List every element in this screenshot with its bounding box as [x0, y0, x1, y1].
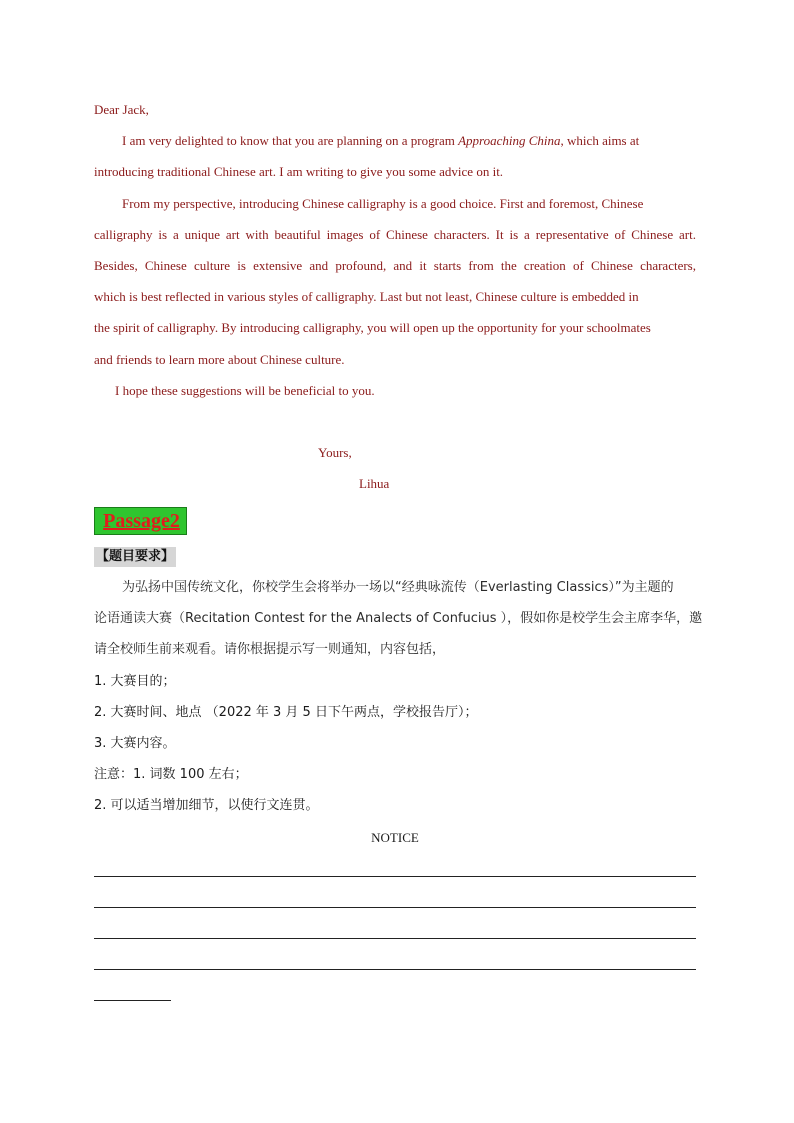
requirements-label: 【题目要求】 — [94, 547, 176, 567]
passage-badge — [94, 507, 187, 535]
letter-paragraph-2-line-1: From my perspective, introducing Chinese calligraphy is a good choice. First and foremost, Chinese — [122, 196, 644, 211]
answer-line-3 — [94, 938, 696, 939]
letter-paragraph-2-line-5: the spirit of calligraphy. By introducing calligraphy, you will open up the opportunity for your schoolmates — [94, 320, 651, 335]
task-intro-line-2: 论语通读大赛（Recitation Contest for the Analects of Confucius ），假如你是校学生会主席李华，邀 — [94, 611, 703, 626]
letter-paragraph-3: I hope these suggestions will be beneficial to you. — [115, 383, 375, 398]
task-item-2: 2. 大赛时间、地点 （2022 年 3 月 5 日下午两点，学校报告厅）； — [94, 705, 478, 720]
letter-greeting: Dear Jack, — [94, 102, 149, 117]
letter-paragraph-1-line-2: introducing traditional Chinese art. I am writing to give you some advice on it. — [94, 164, 504, 179]
answer-line-4 — [94, 969, 696, 970]
task-note-2: 2. 可以适当增加细节，以使行文连贯。 — [94, 798, 319, 813]
task-note-1: 注意：1. 词数 100 左右； — [94, 767, 248, 782]
letter-p1-pre: I am very delighted to know that you are planning on a program — [122, 133, 459, 148]
notice-title: NOTICE — [371, 830, 419, 845]
passage-badge-label: Passage2 — [103, 510, 180, 532]
letter-paragraph-2-line-3: Besides, Chinese culture is extensive and profound, and it starts from the creation of Chinese characters, — [94, 258, 696, 273]
task-item-1: 1. 大赛目的； — [94, 674, 176, 689]
letter-signature: Lihua — [359, 476, 390, 491]
answer-line-2 — [94, 907, 696, 908]
letter-p1-post: , which aims at — [560, 133, 640, 148]
letter-paragraph-2-line-6: and friends to learn more about Chinese culture. — [94, 352, 345, 367]
answer-line-1 — [94, 876, 696, 877]
letter-paragraph-2-line-2: calligraphy is a unique art with beautiful images of Chinese characters. It is a representative of Chinese art. — [94, 227, 696, 242]
letter-closing: Yours, — [318, 445, 352, 460]
task-intro-line-3: 请全校师生前来观看。请你根据提示写一则通知，内容包括， — [94, 642, 446, 657]
letter-paragraph-2-line-4: which is best reflected in various styles of calligraphy. Last but not least, Chinese culture is embedded in — [94, 289, 639, 304]
task-item-3: 3. 大赛内容。 — [94, 736, 176, 751]
program-title: Approaching China — [458, 133, 561, 148]
letter-paragraph-1-line-1 — [94, 131, 696, 151]
task-intro-line-1: 为弘扬中国传统文化，你校学生会将举办一场以“经典咏流传（Everlasting Classics）”为主题的 — [122, 580, 674, 595]
answer-line-short — [94, 1000, 171, 1001]
